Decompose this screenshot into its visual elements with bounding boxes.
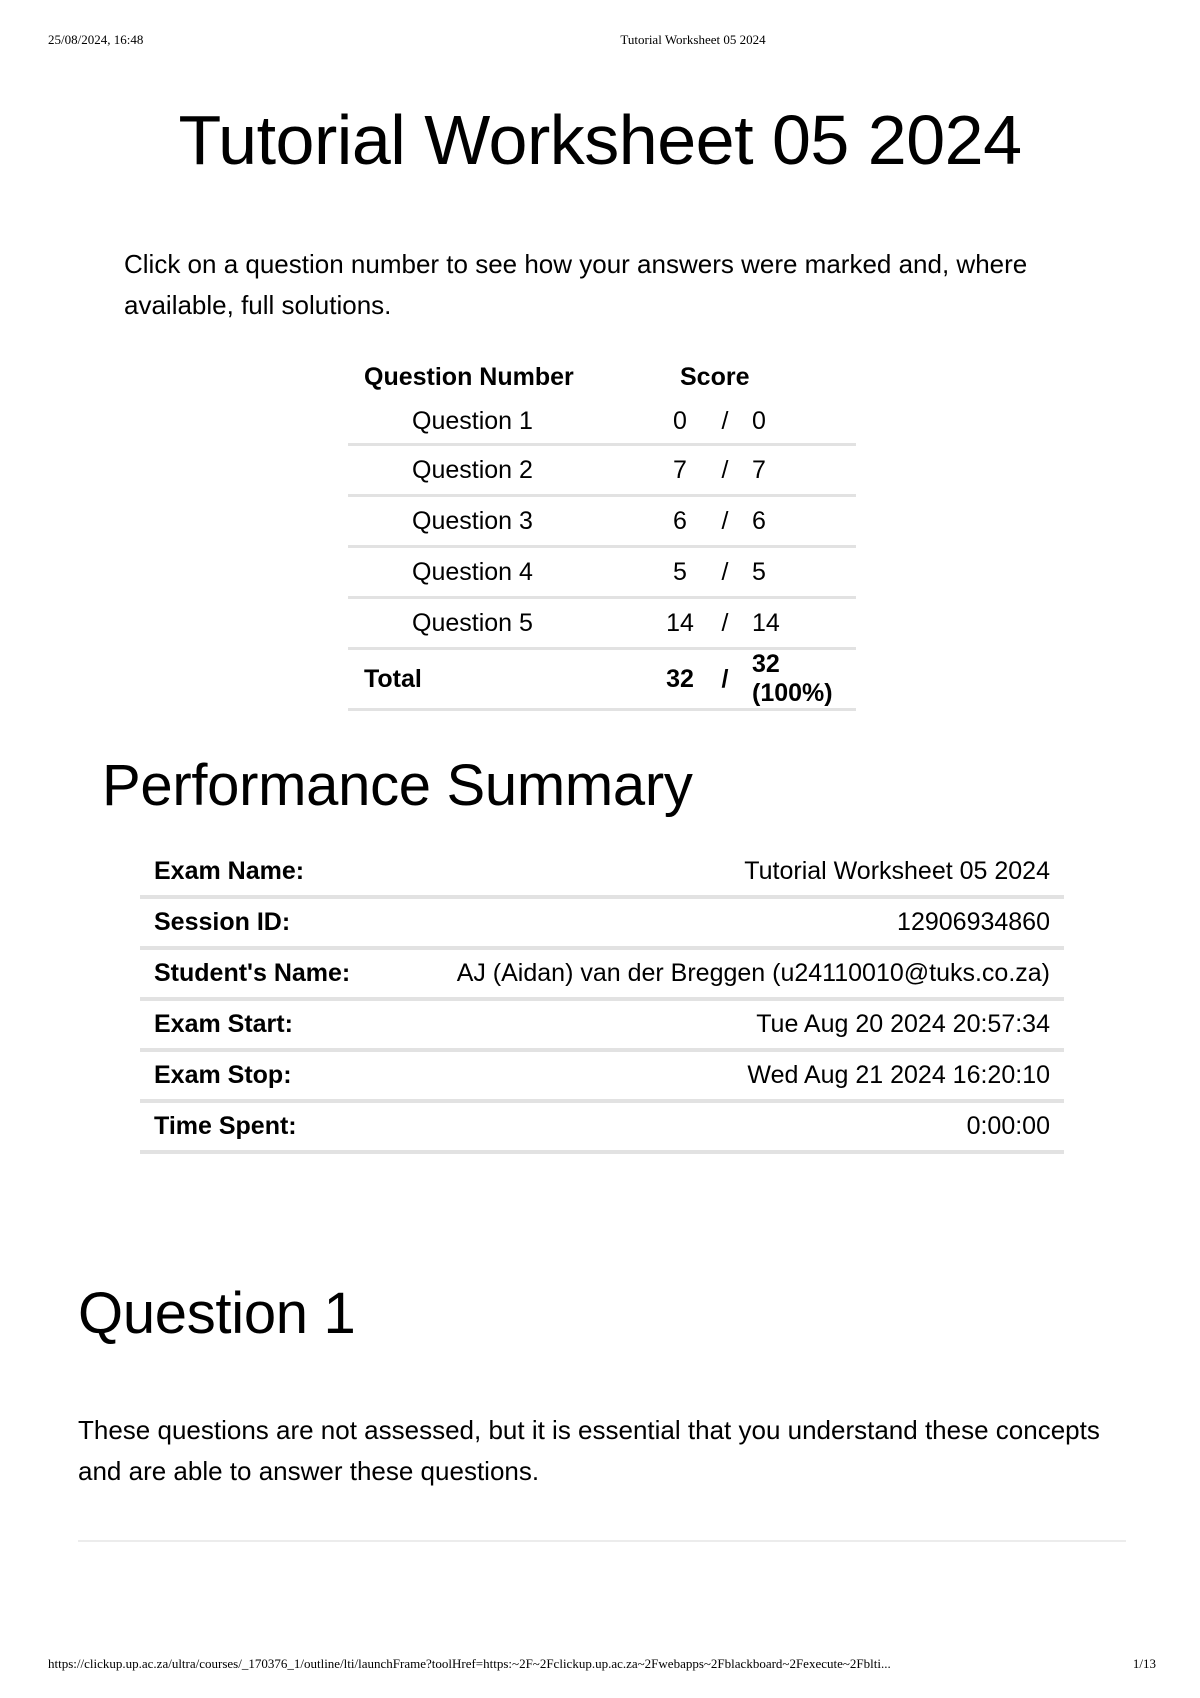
print-footer-url: https://clickup.up.ac.za/ultra/courses/_170376_1/outline/lti/launchFrame?toolHref=https:~2F~2Fclickup.up.ac.za~2Fwebapps~2Fblackboard~2Fexecute~2Fblti... — [48, 1656, 891, 1671]
score-row — [348, 598, 856, 649]
question-1-heading: Question 1 — [78, 1281, 356, 1346]
score-separator: / — [708, 649, 742, 710]
performance-summary-heading: Performance Summary — [102, 753, 693, 818]
summary-value: 12906934860 — [383, 897, 1064, 948]
score-value: 0 — [652, 399, 708, 445]
score-table — [348, 355, 856, 711]
question-1-text: These questions are not assessed, but it is essential that you understand these concepts and are able to answer these questions. — [78, 1415, 1100, 1486]
summary-value: Tue Aug 20 2024 20:57:34 — [383, 999, 1064, 1050]
summary-value: Wed Aug 21 2024 16:20:10 — [383, 1050, 1064, 1101]
score-row — [348, 399, 856, 445]
score-value: 14 — [652, 598, 708, 649]
score-separator: / — [708, 399, 742, 445]
summary-label: Time Spent: — [140, 1101, 383, 1152]
score-row — [348, 496, 856, 547]
score-max: 14 — [742, 598, 856, 649]
page-title: Tutorial Worksheet 05 2024 — [178, 101, 1022, 179]
summary-row-time-spent — [140, 1101, 1064, 1152]
print-header-title: Tutorial Worksheet 05 2024 — [620, 32, 766, 47]
score-value: 5 — [652, 547, 708, 598]
total-max: 32 (100%) — [742, 649, 856, 710]
divider — [78, 1540, 1126, 1542]
question-number-header: Question Number — [364, 362, 574, 391]
performance-summary-table — [140, 848, 1064, 1154]
question-link-2[interactable]: Question 2 — [348, 445, 652, 496]
summary-label: Session ID: — [140, 897, 383, 948]
total-label: Total — [348, 649, 652, 710]
print-header-datetime: 25/08/2024, 16:48 — [48, 32, 144, 47]
summary-value: AJ (Aidan) van der Breggen (u24110010@tuks.co.za) — [383, 948, 1064, 999]
score-max: 5 — [742, 547, 856, 598]
score-header: Score — [680, 362, 750, 391]
summary-value: 0:00:00 — [383, 1101, 1064, 1152]
score-max: 0 — [742, 399, 856, 445]
summary-value: Tutorial Worksheet 05 2024 — [383, 848, 1064, 897]
print-footer-page: 1/13 — [1132, 1656, 1156, 1671]
summary-row-student-name — [140, 948, 1064, 999]
summary-row-exam-stop — [140, 1050, 1064, 1101]
question-link-3[interactable]: Question 3 — [348, 496, 652, 547]
score-row — [348, 547, 856, 598]
question-link-4[interactable]: Question 4 — [348, 547, 652, 598]
score-max: 6 — [742, 496, 856, 547]
summary-label: Student's Name: — [140, 948, 383, 999]
summary-row-exam-start — [140, 999, 1064, 1050]
total-row — [348, 649, 856, 710]
score-separator: / — [708, 598, 742, 649]
score-table-header-row — [348, 355, 856, 399]
score-value: 7 — [652, 445, 708, 496]
score-separator: / — [708, 547, 742, 598]
question-link-5[interactable]: Question 5 — [348, 598, 652, 649]
summary-label: Exam Stop: — [140, 1050, 383, 1101]
summary-label: Exam Start: — [140, 999, 383, 1050]
score-row — [348, 445, 856, 496]
score-separator: / — [708, 445, 742, 496]
question-link-1[interactable]: Question 1 — [348, 399, 652, 445]
summary-row-exam-name — [140, 848, 1064, 897]
summary-row-session-id — [140, 897, 1064, 948]
score-max: 7 — [742, 445, 856, 496]
summary-label: Exam Name: — [140, 848, 383, 897]
score-value: 6 — [652, 496, 708, 547]
intro-text: Click on a question number to see how your answers were marked and, where available, full solutions. — [124, 249, 1028, 320]
total-score: 32 — [652, 649, 708, 710]
score-separator: / — [708, 496, 742, 547]
